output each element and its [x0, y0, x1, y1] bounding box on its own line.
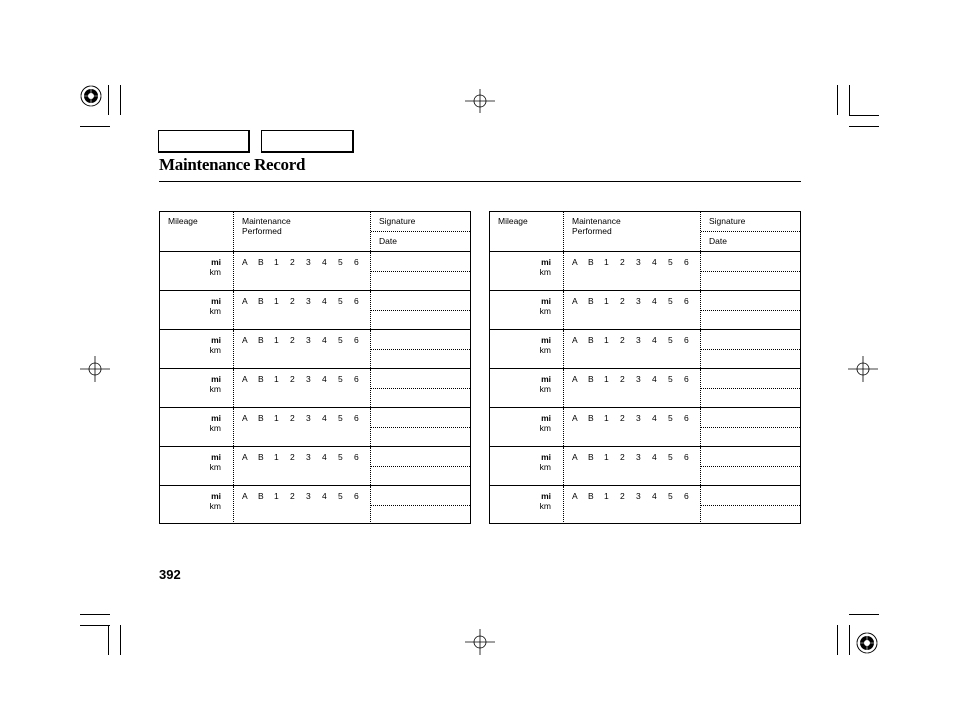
- maintenance-code[interactable]: B: [588, 413, 594, 423]
- maintenance-code[interactable]: B: [588, 491, 594, 501]
- unit-km-label: km: [209, 384, 221, 394]
- unit-mi-label: mi: [541, 491, 551, 501]
- maintenance-code[interactable]: B: [588, 374, 594, 384]
- date-field[interactable]: [701, 428, 800, 446]
- maintenance-code[interactable]: A: [572, 413, 578, 423]
- date-field[interactable]: [701, 506, 800, 524]
- maintenance-code[interactable]: 6: [354, 335, 359, 345]
- maintenance-code[interactable]: 3: [306, 335, 311, 345]
- unit-mi-label: mi: [211, 257, 221, 267]
- maintenance-code[interactable]: 4: [652, 257, 657, 267]
- maintenance-code[interactable]: 3: [306, 374, 311, 384]
- maintenance-code[interactable]: 3: [306, 296, 311, 306]
- maintenance-code[interactable]: 6: [354, 374, 359, 384]
- maintenance-record-table-left: [159, 211, 471, 524]
- maintenance-record-table-right: [489, 211, 801, 524]
- table-row: [490, 408, 800, 447]
- maintenance-code[interactable]: 5: [338, 413, 343, 423]
- maintenance-code[interactable]: 3: [306, 452, 311, 462]
- maintenance-code[interactable]: 6: [684, 491, 689, 501]
- signature-field[interactable]: [371, 369, 470, 389]
- unit-mi-label: mi: [541, 335, 551, 345]
- maintenance-code[interactable]: 4: [322, 335, 327, 345]
- maintenance-code[interactable]: A: [572, 491, 578, 501]
- unit-km-label: km: [209, 501, 221, 511]
- date-field[interactable]: [701, 350, 800, 368]
- maintenance-code[interactable]: 3: [636, 413, 641, 423]
- signature-field[interactable]: [371, 291, 470, 311]
- maintenance-code[interactable]: 2: [290, 335, 295, 345]
- unit-mi-label: mi: [211, 374, 221, 384]
- maintenance-codes: [242, 374, 370, 384]
- maintenance-code[interactable]: 6: [684, 257, 689, 267]
- maintenance-code[interactable]: A: [572, 296, 578, 306]
- date-field[interactable]: [371, 350, 470, 368]
- maintenance-codes: [572, 452, 700, 462]
- header-tab-1: [158, 130, 250, 153]
- unit-km-label: km: [209, 423, 221, 433]
- maintenance-code[interactable]: B: [258, 374, 264, 384]
- maintenance-code[interactable]: 5: [668, 257, 673, 267]
- maintenance-code[interactable]: 1: [604, 257, 609, 267]
- maintenance-code[interactable]: 5: [668, 374, 673, 384]
- maintenance-code[interactable]: 1: [274, 491, 279, 501]
- maintenance-code[interactable]: 6: [354, 296, 359, 306]
- maintenance-code[interactable]: 3: [636, 257, 641, 267]
- maintenance-code[interactable]: 6: [684, 296, 689, 306]
- unit-km-label: km: [539, 267, 551, 277]
- maintenance-code[interactable]: 4: [652, 374, 657, 384]
- maintenance-code[interactable]: 5: [668, 296, 673, 306]
- unit-mi-label: mi: [211, 413, 221, 423]
- table-header: [490, 212, 800, 252]
- table-row: [490, 486, 800, 524]
- maintenance-code[interactable]: 2: [290, 257, 295, 267]
- signature-field[interactable]: [371, 486, 470, 506]
- crosshair-icon: [465, 629, 495, 655]
- maintenance-code[interactable]: 3: [636, 335, 641, 345]
- maintenance-code[interactable]: 1: [604, 374, 609, 384]
- maintenance-code[interactable]: B: [588, 257, 594, 267]
- unit-km-label: km: [539, 345, 551, 355]
- signature-field[interactable]: [701, 252, 800, 272]
- table-row: [160, 447, 470, 486]
- maintenance-code[interactable]: 1: [274, 413, 279, 423]
- maintenance-codes: [572, 413, 700, 423]
- table-row: [160, 252, 470, 291]
- maintenance-code[interactable]: A: [242, 413, 248, 423]
- maintenance-code[interactable]: 6: [354, 257, 359, 267]
- date-field[interactable]: [371, 389, 470, 407]
- maintenance-code[interactable]: 2: [620, 257, 625, 267]
- maintenance-code[interactable]: 1: [274, 452, 279, 462]
- maintenance-code[interactable]: 1: [604, 413, 609, 423]
- maintenance-code[interactable]: B: [258, 335, 264, 345]
- column-header-signature: Signature: [379, 216, 416, 226]
- table-row: [160, 291, 470, 330]
- maintenance-code[interactable]: A: [242, 374, 248, 384]
- maintenance-code[interactable]: 1: [604, 452, 609, 462]
- unit-km-label: km: [209, 306, 221, 316]
- unit-km-label: km: [539, 306, 551, 316]
- maintenance-code[interactable]: A: [572, 452, 578, 462]
- maintenance-code[interactable]: 4: [652, 413, 657, 423]
- page-number: 392: [159, 567, 181, 582]
- column-header-mileage: Mileage: [498, 216, 528, 226]
- table-row: [160, 486, 470, 524]
- maintenance-code[interactable]: 6: [684, 452, 689, 462]
- table-row: [490, 447, 800, 486]
- table-row: [160, 330, 470, 369]
- maintenance-code[interactable]: 4: [322, 257, 327, 267]
- maintenance-codes: [572, 335, 700, 345]
- maintenance-code[interactable]: 1: [274, 296, 279, 306]
- maintenance-code[interactable]: 2: [290, 452, 295, 462]
- unit-mi-label: mi: [211, 335, 221, 345]
- unit-mi-label: mi: [541, 296, 551, 306]
- table-row: [490, 252, 800, 291]
- maintenance-code[interactable]: B: [258, 257, 264, 267]
- maintenance-code[interactable]: 4: [652, 491, 657, 501]
- maintenance-code[interactable]: 6: [684, 374, 689, 384]
- maintenance-code[interactable]: A: [572, 335, 578, 345]
- maintenance-code[interactable]: 6: [354, 413, 359, 423]
- table-row: [490, 330, 800, 369]
- date-field[interactable]: [371, 428, 470, 446]
- unit-km-label: km: [539, 501, 551, 511]
- maintenance-code[interactable]: 5: [338, 257, 343, 267]
- column-header-maintenance: Maintenance Performed: [242, 216, 291, 236]
- unit-km-label: km: [209, 267, 221, 277]
- unit-km-label: km: [209, 462, 221, 472]
- maintenance-codes: [572, 257, 700, 267]
- maintenance-codes: [572, 296, 700, 306]
- unit-km-label: km: [539, 423, 551, 433]
- maintenance-code[interactable]: 5: [338, 335, 343, 345]
- unit-mi-label: mi: [541, 257, 551, 267]
- maintenance-code[interactable]: B: [258, 413, 264, 423]
- maintenance-code[interactable]: 5: [338, 374, 343, 384]
- maintenance-code[interactable]: A: [242, 335, 248, 345]
- signature-field[interactable]: [701, 369, 800, 389]
- maintenance-code[interactable]: 2: [620, 296, 625, 306]
- maintenance-code[interactable]: 2: [290, 413, 295, 423]
- signature-field[interactable]: [371, 447, 470, 467]
- maintenance-code[interactable]: 2: [620, 374, 625, 384]
- maintenance-code[interactable]: 3: [636, 374, 641, 384]
- maintenance-code[interactable]: 1: [274, 374, 279, 384]
- maintenance-codes: [242, 452, 370, 462]
- maintenance-code[interactable]: 4: [652, 296, 657, 306]
- maintenance-code[interactable]: 4: [322, 374, 327, 384]
- signature-field[interactable]: [701, 291, 800, 311]
- table-row: [490, 291, 800, 330]
- crosshair-icon: [80, 356, 110, 382]
- maintenance-codes: [242, 296, 370, 306]
- header-tab-2: [261, 130, 354, 153]
- signature-field[interactable]: [701, 408, 800, 428]
- maintenance-code[interactable]: B: [588, 296, 594, 306]
- maintenance-code[interactable]: B: [588, 452, 594, 462]
- signature-field[interactable]: [701, 486, 800, 506]
- registration-target-icon: [856, 632, 878, 654]
- table-row: [490, 369, 800, 408]
- unit-mi-label: mi: [211, 491, 221, 501]
- crosshair-icon: [465, 89, 495, 113]
- maintenance-code[interactable]: 5: [668, 452, 673, 462]
- maintenance-code[interactable]: 4: [322, 452, 327, 462]
- maintenance-code[interactable]: 5: [668, 335, 673, 345]
- maintenance-code[interactable]: 3: [636, 296, 641, 306]
- maintenance-code[interactable]: 2: [290, 296, 295, 306]
- maintenance-code[interactable]: 6: [684, 335, 689, 345]
- column-header-date: Date: [709, 236, 727, 246]
- table-row: [160, 369, 470, 408]
- page-title: Maintenance Record: [159, 155, 306, 174]
- maintenance-code[interactable]: 2: [290, 374, 295, 384]
- column-header-signature: Signature: [709, 216, 746, 226]
- unit-mi-label: mi: [541, 452, 551, 462]
- maintenance-code[interactable]: 1: [274, 257, 279, 267]
- maintenance-code[interactable]: 4: [322, 296, 327, 306]
- maintenance-code[interactable]: 1: [604, 296, 609, 306]
- maintenance-code[interactable]: A: [572, 257, 578, 267]
- maintenance-code[interactable]: B: [588, 335, 594, 345]
- maintenance-code[interactable]: 1: [274, 335, 279, 345]
- crosshair-icon: [848, 356, 878, 382]
- maintenance-code[interactable]: A: [242, 257, 248, 267]
- title-rule: [159, 181, 801, 182]
- maintenance-code[interactable]: 4: [652, 452, 657, 462]
- signature-field[interactable]: [371, 330, 470, 350]
- unit-mi-label: mi: [211, 296, 221, 306]
- date-field[interactable]: [371, 272, 470, 290]
- maintenance-code[interactable]: 2: [620, 413, 625, 423]
- unit-km-label: km: [209, 345, 221, 355]
- date-field[interactable]: [371, 467, 470, 485]
- maintenance-code[interactable]: 5: [338, 452, 343, 462]
- maintenance-code[interactable]: 2: [290, 491, 295, 501]
- maintenance-code[interactable]: 6: [354, 491, 359, 501]
- date-field[interactable]: [701, 311, 800, 329]
- maintenance-code[interactable]: A: [242, 296, 248, 306]
- maintenance-codes: [242, 257, 370, 267]
- table-row: [160, 408, 470, 447]
- date-field[interactable]: [371, 506, 470, 524]
- maintenance-code[interactable]: 3: [636, 452, 641, 462]
- signature-field[interactable]: [371, 408, 470, 428]
- maintenance-codes: [572, 491, 700, 501]
- maintenance-code[interactable]: 5: [668, 491, 673, 501]
- maintenance-code[interactable]: A: [572, 374, 578, 384]
- maintenance-code[interactable]: 5: [338, 296, 343, 306]
- column-header-date: Date: [379, 236, 397, 246]
- maintenance-code[interactable]: 3: [306, 491, 311, 501]
- maintenance-code[interactable]: 2: [620, 491, 625, 501]
- maintenance-code[interactable]: A: [242, 491, 248, 501]
- maintenance-code[interactable]: 3: [306, 413, 311, 423]
- maintenance-code[interactable]: 4: [322, 491, 327, 501]
- unit-mi-label: mi: [541, 374, 551, 384]
- table-header: [160, 212, 470, 252]
- maintenance-code[interactable]: 2: [620, 452, 625, 462]
- maintenance-code[interactable]: 4: [652, 335, 657, 345]
- maintenance-codes: [242, 413, 370, 423]
- date-field[interactable]: [701, 467, 800, 485]
- maintenance-code[interactable]: B: [258, 491, 264, 501]
- unit-km-label: km: [539, 462, 551, 472]
- maintenance-code[interactable]: 6: [684, 413, 689, 423]
- maintenance-code[interactable]: 2: [620, 335, 625, 345]
- maintenance-code[interactable]: 1: [604, 491, 609, 501]
- maintenance-code[interactable]: A: [242, 452, 248, 462]
- maintenance-code[interactable]: 4: [322, 413, 327, 423]
- maintenance-code[interactable]: 5: [338, 491, 343, 501]
- signature-field[interactable]: [701, 330, 800, 350]
- maintenance-codes: [572, 374, 700, 384]
- column-header-maintenance: Maintenance Performed: [572, 216, 621, 236]
- date-field[interactable]: [701, 389, 800, 407]
- maintenance-code[interactable]: B: [258, 296, 264, 306]
- unit-km-label: km: [539, 384, 551, 394]
- maintenance-code[interactable]: 3: [306, 257, 311, 267]
- maintenance-code[interactable]: 5: [668, 413, 673, 423]
- maintenance-code[interactable]: 3: [636, 491, 641, 501]
- maintenance-codes: [242, 491, 370, 501]
- column-header-mileage: Mileage: [168, 216, 198, 226]
- signature-field[interactable]: [371, 252, 470, 272]
- registration-target-icon: [80, 85, 102, 107]
- maintenance-code[interactable]: 1: [604, 335, 609, 345]
- maintenance-code[interactable]: B: [258, 452, 264, 462]
- unit-mi-label: mi: [541, 413, 551, 423]
- maintenance-codes: [242, 335, 370, 345]
- signature-field[interactable]: [701, 447, 800, 467]
- date-field[interactable]: [371, 311, 470, 329]
- unit-mi-label: mi: [211, 452, 221, 462]
- date-field[interactable]: [701, 272, 800, 290]
- maintenance-code[interactable]: 6: [354, 452, 359, 462]
